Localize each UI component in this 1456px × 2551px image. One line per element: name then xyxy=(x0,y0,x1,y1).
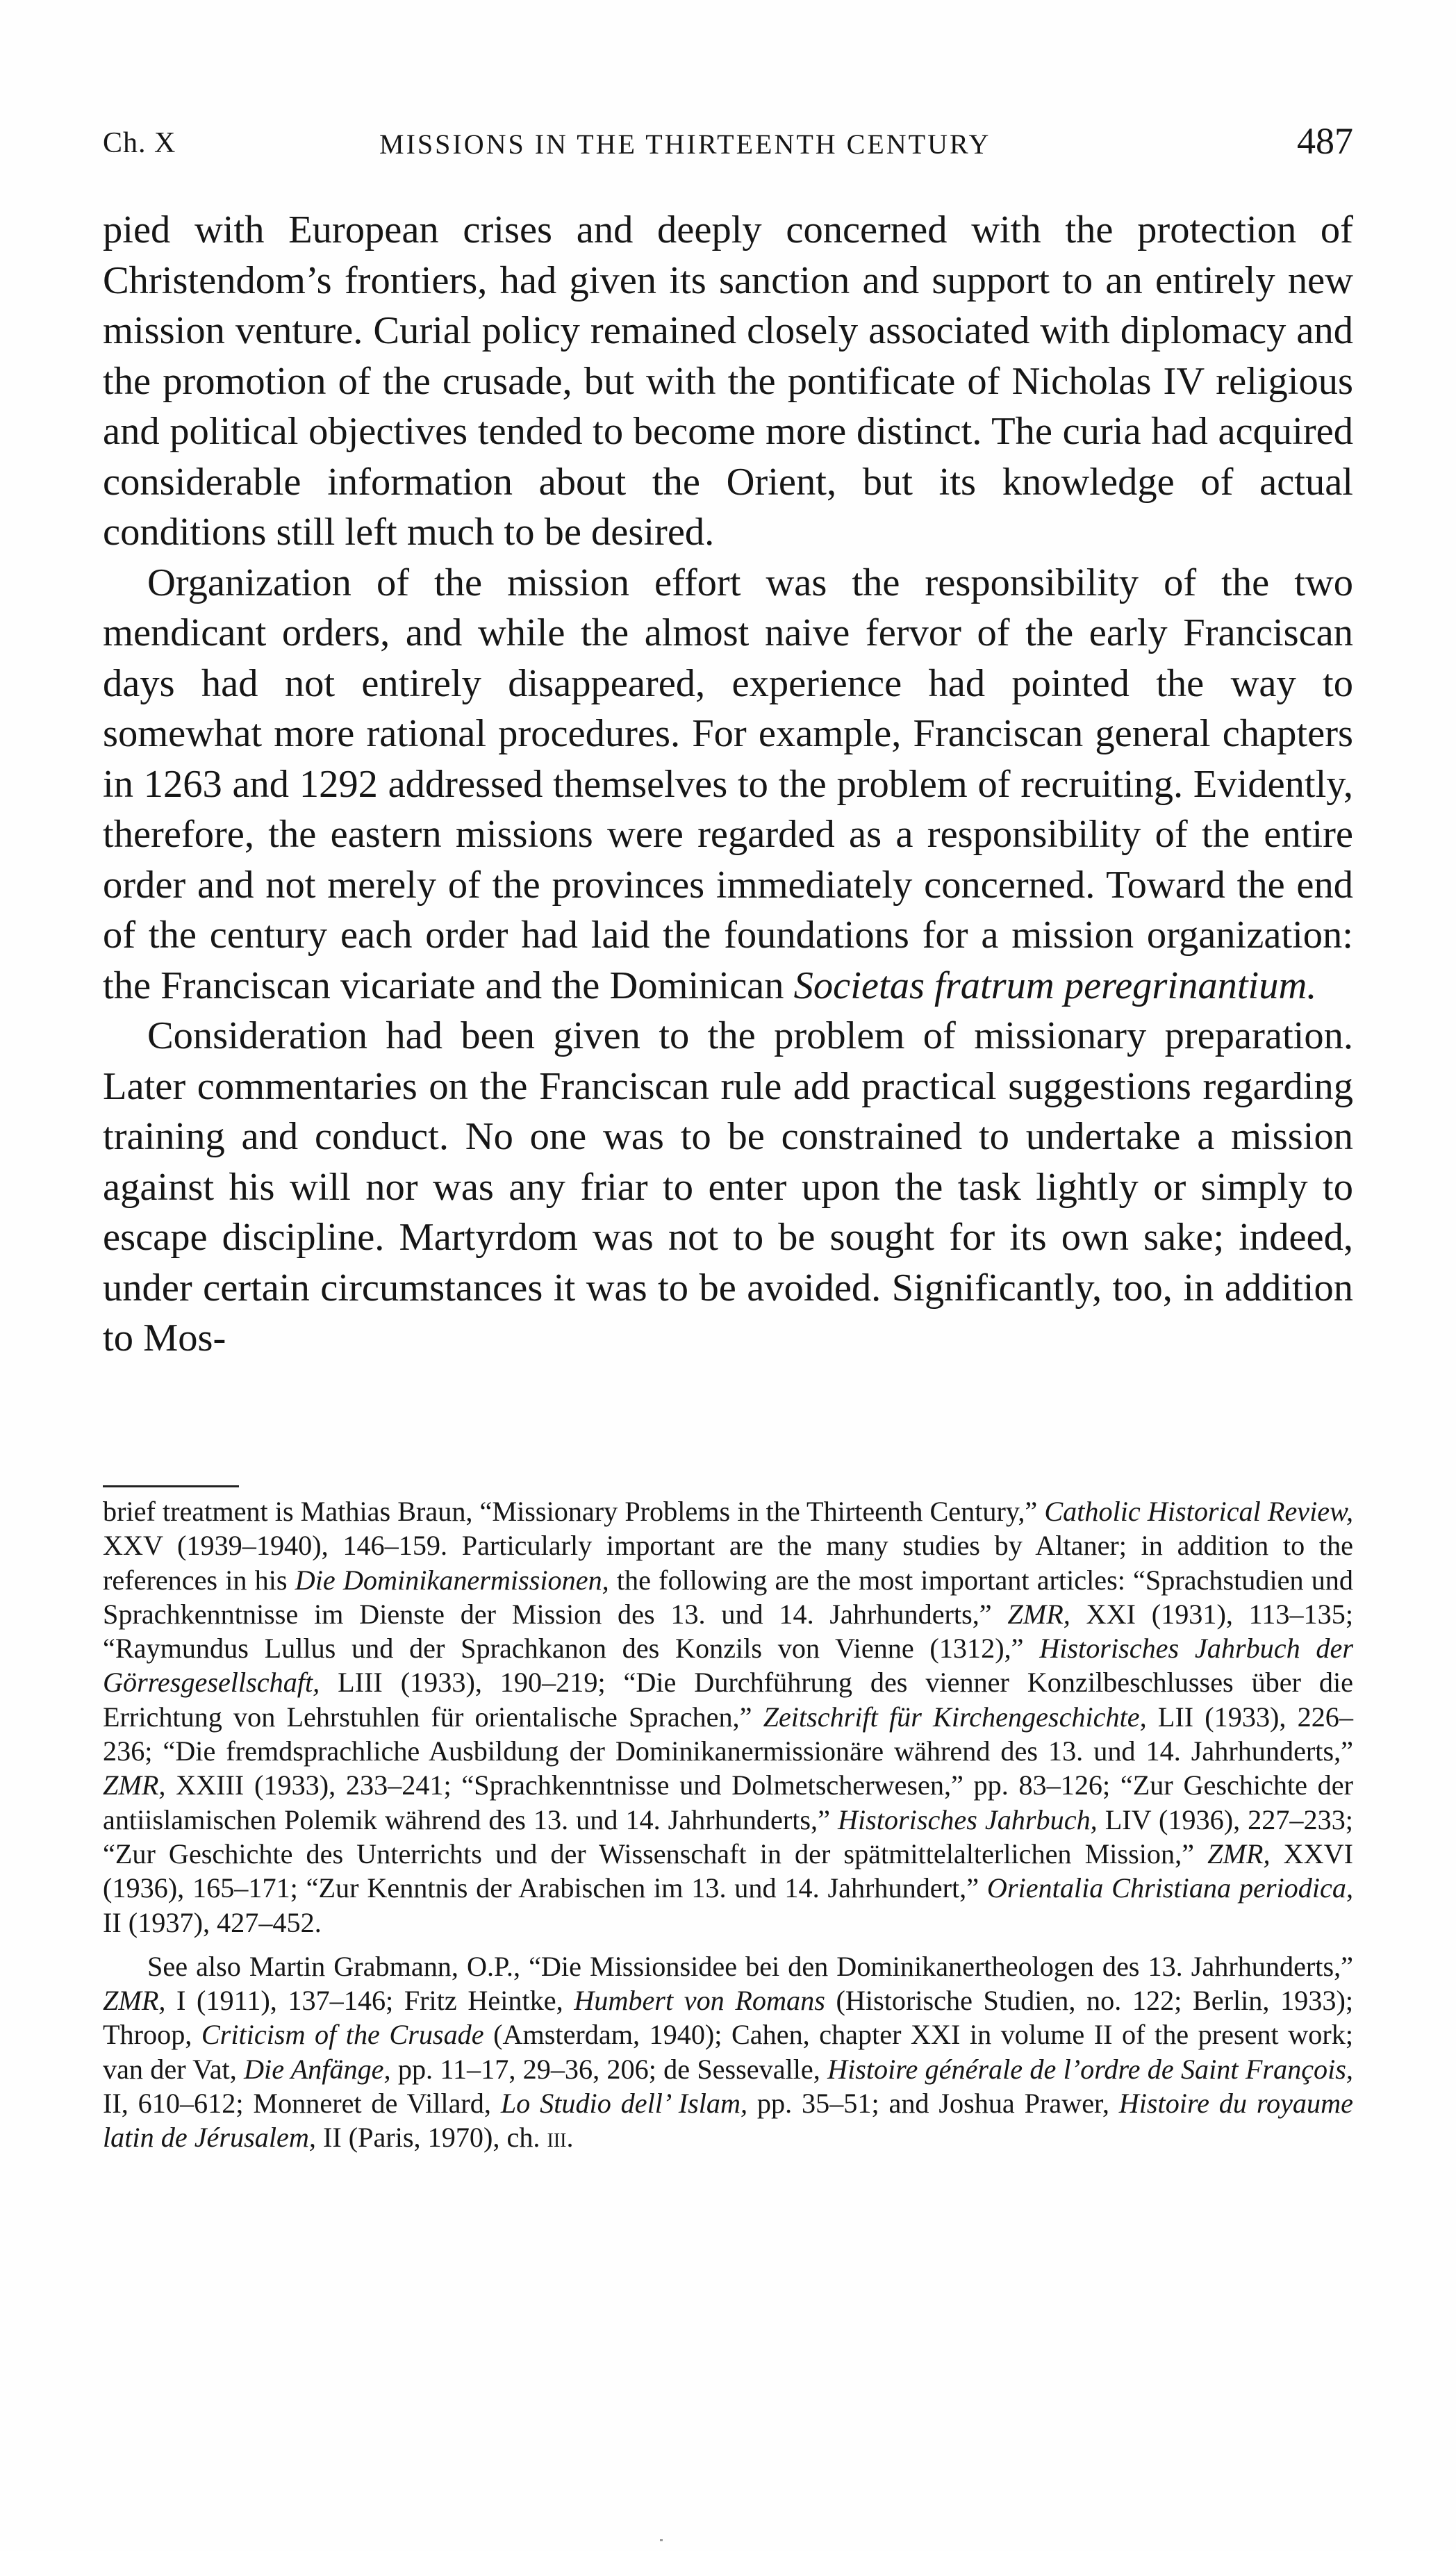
fn1-text: XXV (1939–1940), 146–159. Particularly important are the many studies by Altaner; in addition to the references in his xyxy=(103,1530,1353,1596)
fn1-text: LIV (1936), 227–233; “Zur Geschichte des Unterrichts und der Wissenschaft in der spätmittelalterlichen Mission,” xyxy=(103,1803,1353,1869)
main-text xyxy=(103,205,1353,1364)
fn1-italic: ZMR, xyxy=(1007,1598,1070,1630)
fn1-italic: ZMR, xyxy=(1207,1838,1271,1869)
running-title: MISSIONS IN THE THIRTEENTH CENTURY xyxy=(379,129,991,160)
paragraph-2-text: Organization of the mission effort was the responsibility of the two mendicant orders, and while the almost naive fervor of the early Franciscan days had not entirely disappeared, experience had pointed the way to somewhat more rational procedures. For example, Franciscan general chapters in 1263 and 1292 addressed themselves to the problem of recruiting. Evidently, therefore, the eastern missions were regarded as a responsibility of the entire order and not merely of the provinces immediately concerned. Toward the end of the century each order had laid the foundations for a mission organization: the Franciscan vicariate and the Dominican xyxy=(103,561,1353,1007)
fn1-text: LIII (1933), 190–219; “Die Durchführung des vienner Konzilbeschlusses über die Errichtung von Lehrstuhlen für orientalische Sprachen,” xyxy=(103,1667,1353,1733)
fn2-italic: Die Anfänge, xyxy=(244,2053,391,2085)
fn1-text: the following are the most important articles: “Sprachstudien und Sprachkenntnisse im Dienste der Mission des 13. und 14. Jahrhunderts,” xyxy=(103,1564,1353,1630)
footnote-rule xyxy=(103,1485,239,1487)
fn1-italic: Historisches Jahrbuch der Görresgesellschaft, xyxy=(103,1633,1353,1699)
footnote-1 xyxy=(103,1494,1353,1940)
fn1-text: brief treatment is Mathias Braun, “Missionary Problems in the Thirteenth Century,” xyxy=(103,1496,1045,1527)
fn2-italic: Lo Studio dell’ Islam, xyxy=(500,2088,748,2120)
fn1-text: II (1937), 427–452. xyxy=(103,1906,322,1938)
fn1-text: XXIII (1933), 233–241; “Sprachkenntnisse und Dolmetscherwesen,” pp. 83–126; “Zur Geschichte der antiislamischen Polemik während des 13. und 14. Jahrhunderts,” xyxy=(103,1769,1353,1835)
fn2-italic: Humbert von Romans xyxy=(574,1985,825,2017)
chapter-label: Ch. X xyxy=(103,127,176,159)
fn2-text: (Historische Studien, no. 122; Berlin, 1933); Throop, xyxy=(103,1985,1353,2051)
fn2-smallcaps: iii. xyxy=(547,2122,574,2154)
running-header xyxy=(103,119,1353,175)
scan-speck xyxy=(660,2539,663,2541)
fn1-italic: Catholic Historical Review, xyxy=(1044,1496,1353,1527)
fn1-italic: Die Dominikanermissionen, xyxy=(295,1564,609,1596)
fn2-italic: Histoire générale de l’ordre de Saint François, xyxy=(827,2053,1353,2085)
fn2-italic: Histoire du royaume latin de Jérusalem, xyxy=(103,2088,1353,2154)
fn2-text: II, 610–612; Monneret de Villard, xyxy=(103,2088,501,2120)
paragraph-2-italic: Societas fratrum peregrinantium. xyxy=(793,964,1317,1007)
fn2-text: pp. 35–51; and Joshua Prawer, xyxy=(747,2088,1119,2120)
paragraph-3: Consideration had been given to the problem of missionary preparation. Later commentaries on the Franciscan rule add practical suggestions regarding training and conduct. No one was to be constrained to undertake a mission against his will nor was any friar to enter upon the task lightly or simply to escape discipline. Martyrdom was not to be sought for its own sake; indeed, under certain circumstances it was to be avoided. Significantly, too, in addition to Mos- xyxy=(103,1014,1353,1360)
fn1-text: LII (1933), 226–236; “Die fremdsprachliche Ausbildung der Dominikanermissionäre während des 13. und 14. Jahrhunderts,” xyxy=(103,1701,1353,1767)
fn2-text: See also Martin Grabmann, O.P., “Die Missionsidee bei den Dominikanertheologen des 13. Jahrhunderts,” xyxy=(147,1950,1353,1982)
paragraph-2 xyxy=(103,558,1353,1012)
footnote-2 xyxy=(103,1949,1353,2155)
fn1-italic: ZMR, xyxy=(103,1769,166,1801)
fn2-text: I (1911), 137–146; Fritz Heintke, xyxy=(165,1985,574,2017)
fn2-text: (Amsterdam, 1940); Cahen, chapter XXI in volume II of the present work; van der Vat, xyxy=(103,2019,1353,2085)
footnotes xyxy=(103,1494,1353,2155)
fn1-italic: Zeitschrift für Kirchengeschichte, xyxy=(763,1701,1147,1733)
paragraph-1: pied with European crises and deeply concerned with the protection of Christendom’s frontiers, had given its sanction and support to an entirely new mission venture. Curial policy remained closely associated with diplomacy and the promotion of the crusade, but with the pontificate of Nicholas IV religious and political objectives tended to become more distinct. The curia had acquired considerable information about the Orient, but its knowledge of actual conditions still left much to be desired. xyxy=(103,208,1353,554)
page-number: 487 xyxy=(1297,120,1353,162)
fn1-italic: Historisches Jahrbuch, xyxy=(837,1803,1098,1835)
fn2-italic: ZMR, xyxy=(103,1985,166,2017)
fn2-italic: Criticism of the Crusade xyxy=(201,2019,484,2051)
fn1-text: XXVI (1936), 165–171; “Zur Kenntnis der Arabischen im 13. und 14. Jahrhundert,” xyxy=(103,1838,1353,1904)
fn1-italic: Orientalia Christiana periodica, xyxy=(986,1872,1353,1904)
fn2-text: pp. 11–17, 29–36, 206; de Sessevalle, xyxy=(390,2053,828,2085)
fn2-text: II (Paris, 1970), ch. xyxy=(315,2122,547,2154)
fn1-text: XXI (1931), 113–135; “Raymundus Lullus und der Sprachkanon des Konzils von Vienne (1312),” xyxy=(103,1598,1353,1665)
